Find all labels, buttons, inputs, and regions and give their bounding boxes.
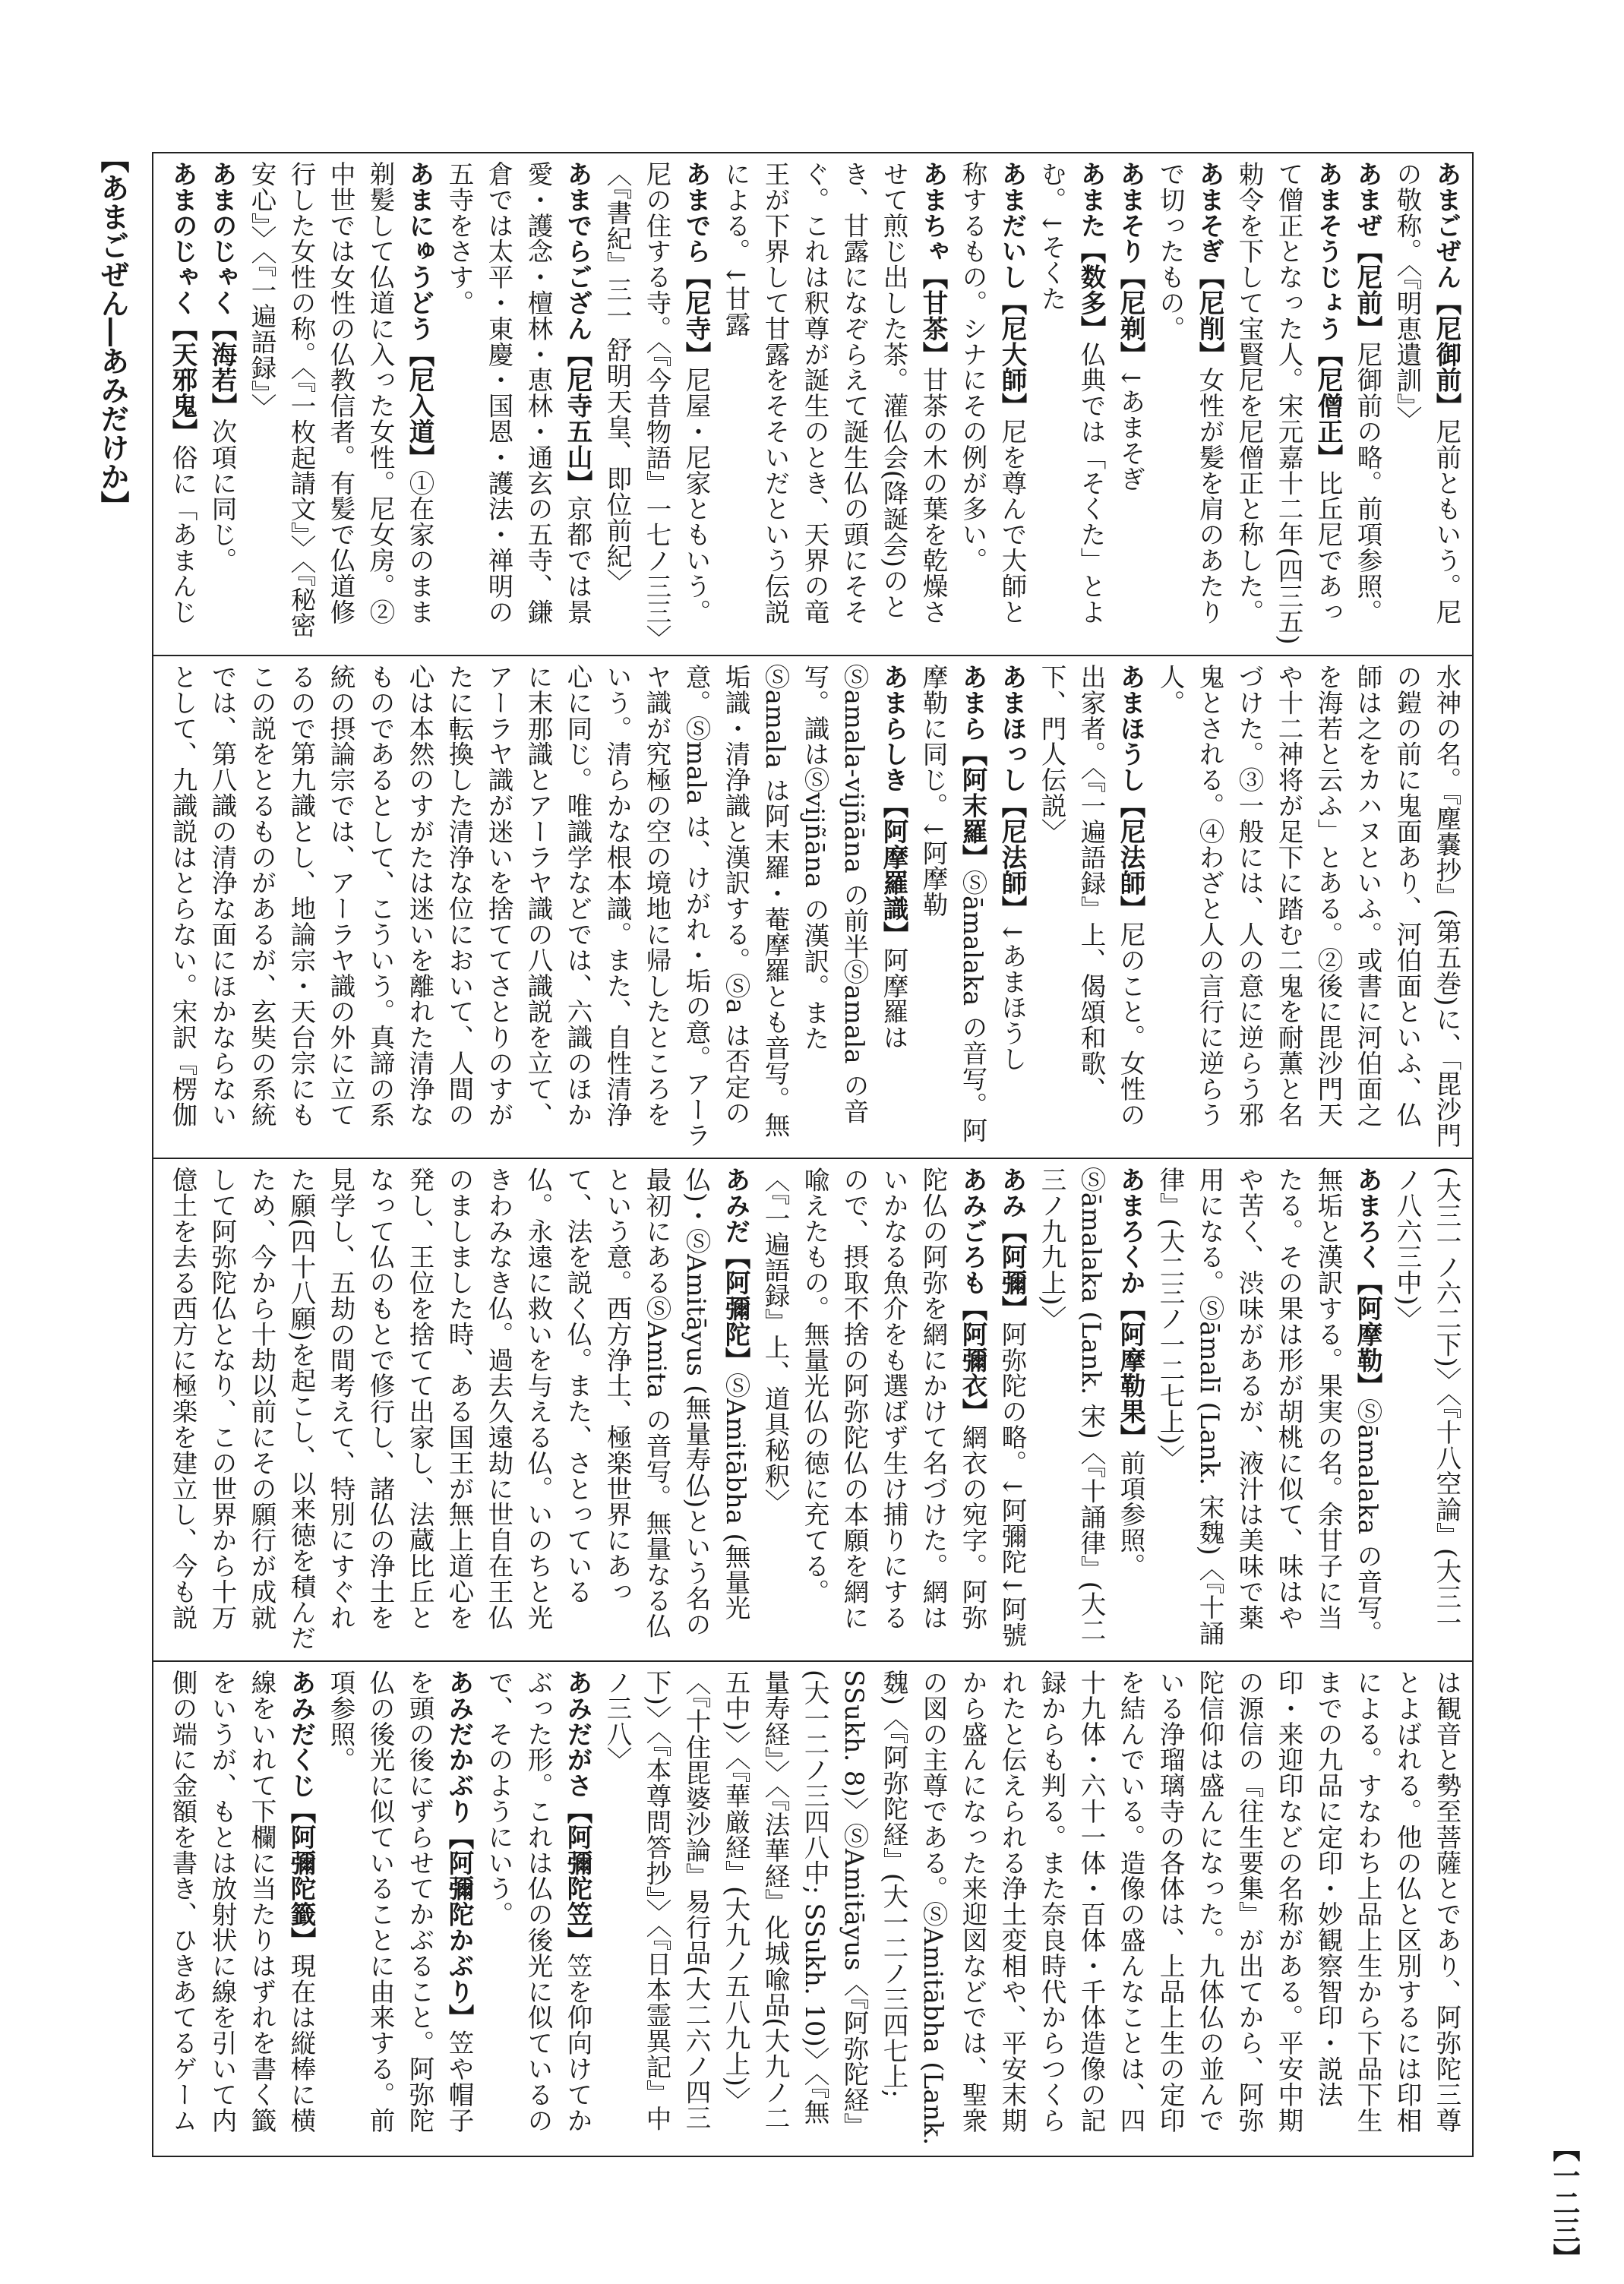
entry-text: ↓あまそぎ bbox=[1116, 367, 1145, 492]
dictionary-entry bbox=[160, 161, 202, 647]
entry-headword: あまぜ【尼前】 bbox=[1353, 161, 1382, 342]
entry-headword: あまそうじょう【尼僧正】 bbox=[1313, 161, 1343, 470]
entry-text: 比丘尼であって僧正となった人。宋元嘉十二年(四三五)勅令を下して宝賢尼を尼僧正と称した。 bbox=[1234, 161, 1343, 646]
entry-text: 阿摩羅はⓈamala-vijñāna の前半Ⓢamala の音写。識はⓈvijñāna の漢訳。またⓈamala は阿末羅・菴摩羅とも音写。無垢識・清浄識と漢訳する。Ⓢa は否定の意。Ⓢmala は、けがれ・垢の意。アーラヤ識が究極の空の境地に帰したところをいう。清らかな根本識。また、自性清浄心に同じ。唯識学などでは、六識のほかに末那識とアーラヤ識の八識説を立て、アーラヤ識が迷いを捨ててさとりのすがたに転換した清浄な位において、人間の心は本然のすがたは迷いを離れた清浄なものであるとして、こういう。真諦の系統の摂論宗では、アーラヤ識の外に立てるので第九識とし、地論宗・天台宗にもこの説をとるものがあるが、玄奘の系統では、第八識の清浄な面にほかならないとして、九識説はとらない。宋訳『楞伽 bbox=[168, 664, 908, 1148]
text-tier-1 bbox=[160, 161, 1466, 647]
page-number: 【一二三】 bbox=[1549, 2134, 1581, 2271]
dictionary-entry bbox=[1150, 1167, 1387, 1653]
tier-divider bbox=[152, 655, 1474, 656]
text-tier-4 bbox=[160, 1670, 1466, 2150]
dictionary-entry bbox=[953, 161, 1032, 647]
dictionary-entry bbox=[1032, 664, 1150, 1150]
entry-headword: あまら【阿末羅】 bbox=[958, 664, 987, 870]
dictionary-entry bbox=[992, 664, 1032, 1150]
entry-headword: あまのじゃく【天邪鬼】 bbox=[168, 161, 197, 444]
entry-headword: あまほうし【尼法師】 bbox=[1116, 664, 1145, 921]
entry-headword: あまろくか【阿摩勒果】 bbox=[1116, 1167, 1145, 1450]
dictionary-entry bbox=[439, 161, 597, 647]
entry-text: Ⓢāmalaka の音写。無垢と漢訳する。果実の名。余甘子に当たる。その果は形が胡桃に似て、味はやや苦く、渋味があるが、液汁は美味で薬用になる。Ⓢāmalī (Lank. 宋魏)〈『十誦律』(大二三ノ一二七上)〉 bbox=[1155, 1167, 1382, 1647]
entry-headword: あまほっし【尼法師】 bbox=[997, 664, 1027, 921]
dictionary-entry bbox=[755, 1167, 992, 1653]
entry-text: 次項に同じ。 bbox=[207, 419, 237, 573]
entry-headword: あまそり【尼剃】 bbox=[1116, 161, 1145, 368]
entry-headword: あみ【阿彌】 bbox=[997, 1167, 1027, 1322]
dictionary-entry bbox=[160, 1167, 755, 1653]
entry-continuation bbox=[597, 1670, 1466, 2150]
dictionary-entry bbox=[1150, 161, 1229, 647]
dictionary-entry bbox=[160, 1670, 321, 2150]
entry-headword: あまでら【尼寺】 bbox=[681, 161, 711, 368]
entry-text: 網衣の宛字。阿弥陀仏の阿弥を網にかけて名づけた。網はいかなる魚介をも選ばず生け捕りにするので、摂取不捨の阿弥陀仏の本願を網に喩えたもの。無量光仏の徳に充てる。〈『一遍語録』上、道具秘釈〉 bbox=[760, 1167, 987, 1631]
entry-headword: あみだがさ【阿彌陀笠】 bbox=[563, 1670, 592, 1953]
dictionary-entry bbox=[716, 161, 953, 647]
running-head: 【あまごぜん―あみだけか】 bbox=[96, 144, 130, 520]
entry-text: 尼前ともいう。尼の敬称。〈『明恵遺訓』〉 bbox=[1392, 161, 1461, 625]
dictionary-entry bbox=[479, 1670, 597, 2150]
entry-headword: あまそぎ【尼削】 bbox=[1195, 161, 1224, 368]
dictionary-entry bbox=[1032, 1167, 1150, 1653]
entry-text: 笠や帽子を頭の後にずらせてかぶること。阿弥陀仏の後光に似ていることに由来する。前項参照。 bbox=[326, 1670, 474, 2134]
entry-text: 女性が髪を肩のあたりで切ったもの。 bbox=[1155, 161, 1224, 625]
entry-continuation bbox=[1150, 664, 1466, 1150]
entry-text: 京都では景愛・護念・檀林・恵林・通玄の五寺、鎌倉では太平・東慶・国恩・護法・禅明の五寺をさす。 bbox=[444, 161, 592, 625]
entry-headword: あまでらござん【尼寺五山】 bbox=[563, 161, 592, 496]
dictionary-entry bbox=[1348, 161, 1387, 647]
entry-text: 俗に「あまんじ bbox=[168, 444, 197, 625]
entry-text: 尼のこと。女性の出家者。〈『一遍語録』上、偈頌和歌、下、門人伝説〉 bbox=[1037, 664, 1145, 1128]
entry-headword: あまちゃ【甘茶】 bbox=[918, 161, 948, 368]
entry-text: (大三一ノ六二下)〉〈『十八空論』(大三一ノ八六三中)〉 bbox=[1392, 1167, 1461, 1636]
entry-text: 尼を尊んで大師と称するもの。シナにその例が多い。 bbox=[958, 161, 1027, 625]
dictionary-entry bbox=[1111, 161, 1150, 647]
dictionary-entry bbox=[992, 1167, 1032, 1653]
entry-text: 笠を仰向けてかぶった形。これは仏の後光に似ているので、そのようにいう。 bbox=[484, 1670, 592, 2134]
entry-text: ↓あまほうし bbox=[997, 921, 1027, 1072]
entry-headword: あみだくじ【阿彌陀籤】 bbox=[286, 1670, 316, 1953]
entry-text: 尼御前の略。前項参照。 bbox=[1353, 341, 1382, 625]
entry-text: 仏典では「そくた」とよむ。↓そくた bbox=[1037, 161, 1106, 625]
entry-headword: あまごぜん【尼御前】 bbox=[1432, 161, 1461, 419]
entry-text: 前項参照。Ⓢāmalaka (Lank. 宋)〈『十誦律』(大二三ノ九九上)〉 bbox=[1037, 1167, 1145, 1643]
entry-text: 水神の名。『塵嚢抄』(第五巻)に、「毘沙門の鎧の前に鬼面あり、河伯面といふ、仏師は之をカハヌといふ。或書に河伯面之を海若と云ふ」とある。②後に毘沙門天や十二神将が足下に踏む二鬼を耐薫と名づけた。③一般には、人の意に逆らう邪鬼とされる。④わざと人の言行に逆らう人。 bbox=[1155, 664, 1461, 1148]
entry-headword: あみだかぶり【阿彌陀かぶり】 bbox=[444, 1670, 474, 2030]
dictionary-entry bbox=[597, 161, 716, 647]
entry-headword: あまた【数多】 bbox=[1076, 161, 1106, 342]
text-tier-2 bbox=[160, 664, 1466, 1150]
entry-text: 尼屋・尼家ともいう。尼の住する寺。〈『今昔物語』一七ノ三三〉〈『書紀』三一 舒明天皇、即位前紀〉 bbox=[602, 161, 711, 638]
entry-headword: あまにゅうどう【尼入道】 bbox=[405, 161, 434, 470]
tier-divider bbox=[152, 1158, 1474, 1159]
dictionary-entry bbox=[1229, 161, 1348, 647]
entry-headword: あみだ【阿彌陀】 bbox=[721, 1167, 750, 1373]
dictionary-entry bbox=[321, 1670, 479, 2150]
entry-headword: あまろく【阿摩勒】 bbox=[1353, 1167, 1382, 1399]
dictionary-entry bbox=[1032, 161, 1111, 647]
entry-continuation bbox=[1387, 1167, 1466, 1653]
entry-headword: あまだいし【尼大師】 bbox=[997, 161, 1027, 419]
entry-headword: あまのじゃく【海若】 bbox=[207, 161, 237, 419]
entry-text: は観音と勢至菩薩とであり、阿弥陀三尊とよばれる。他の仏と区別するには印相による。すなわち上品上生から下品下生までの九品に定印・妙観察智印・説法印・来迎印などの名称がある。平安中期の源信の『往生要集』が出てから、阿弥陀信仰は盛んになった。九体仏の並んでいる浄瑠璃寺の各体は、上品上生の定印を結んでいる。造像の盛んなことは、四十九体・六十一体・百体・千体造像の記録からも判る。また奈良時代からつくられたと伝えられる浄土変相や、平安末期から盛んになった来迎図などでは、聖衆の図の主尊である。ⓈAmitābha (Lank. 魏)〈『阿弥陀経』(大一二ノ三四七上; SSukh. 8)〉ⓈAmitāyus〈『阿弥陀経』(大一二ノ三四八中; SSukh. 10)〉〈『無量寿経』〉〈『法華経』化城喩品(大九ノ二五中)〉〈『華厳経』(大九ノ五八九上)〉〈『十住毘婆沙論』易行品(大二六ノ四三下)〉〈『本尊問答抄』〉〈『日本霊異記』中ノ三八〉 bbox=[602, 1670, 1461, 2146]
entry-text: ①在家のまま剃髪して仏道に入った女性。尼女房。②中世では女性の仏教信者。有髪で仏道修行した女性の称。〈『一枚起請文』〉〈『秘密安心』〉〈『一遍語録』〉 bbox=[247, 161, 434, 639]
entry-text: 甘茶の木の葉を乾燥させて煎じ出した茶。灌仏会(降誕会)のとき、甘露になぞらえて誕生仏の頭にそそぐ。これは釈尊が誕生のとき、天界の竜王が下界して甘露をそそいだという伝説による。↓甘露 bbox=[721, 161, 948, 625]
entry-headword: あまらしき【阿摩羅識】 bbox=[879, 664, 908, 947]
dictionary-entry bbox=[160, 664, 913, 1150]
dictionary-entry bbox=[202, 161, 242, 647]
tier-divider bbox=[152, 1660, 1474, 1662]
entry-headword: あみごろも【阿彌衣】 bbox=[958, 1167, 987, 1424]
entry-text: 阿弥陀の略。↓阿彌陀↓阿號 bbox=[997, 1321, 1027, 1648]
dictionary-entry bbox=[1387, 161, 1466, 647]
entry-text: 現在は縦棒に横線をいれて下欄に当たりはずれを書く籤をいうが、もとは放射状に線を引いて内側の端に金額を書き、ひきあてるゲーム bbox=[168, 1670, 316, 2134]
entry-text: Ⓢāmalaka の音写。阿摩勒に同じ。↓阿摩勒 bbox=[918, 664, 987, 1144]
dictionary-entry bbox=[913, 664, 992, 1150]
entry-text: ⓈAmitābha (無量光仏)・ⓈAmitāyus (無量寿仏)という名の最初にあるⓈAmita の音写。無量なる仏という意。西方浄土、極楽世界にあって、法を説く仏。また、さとっている仏。永遠に救いを与える仏。いのちと光きわみなき仏。過去久遠劫に世自在王仏のましました時、ある国王が無上道心を発し、王位を捨てて出家し、法蔵比丘となって仏のもとで修行し、諸仏の浄土を見学し、五劫の間考えて、特別にすぐれた願(四十八願)を起こし、以来徳を積んだため、今から十劫以前にその願行が成就して阿弥陀仏となり、この世界から十万億土を去る西方に極楽を建立し、今も説 bbox=[168, 1167, 750, 1651]
dictionary-entry bbox=[242, 161, 439, 647]
text-tier-3 bbox=[160, 1167, 1466, 1653]
